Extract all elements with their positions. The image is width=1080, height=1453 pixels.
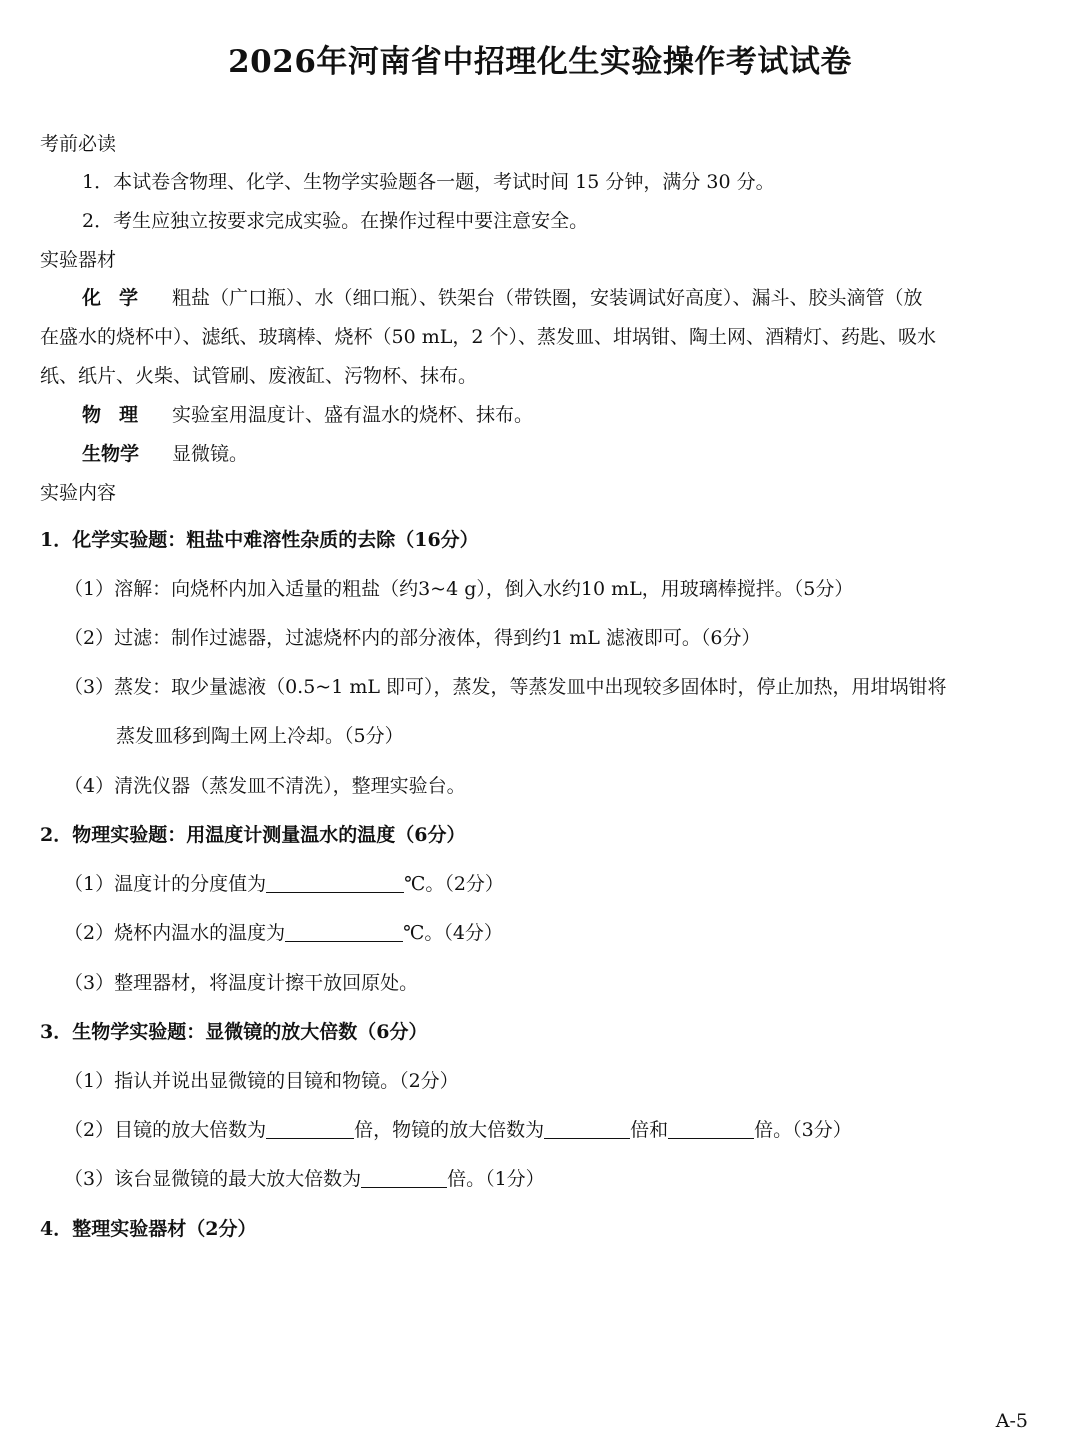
equipment-chemistry [82,285,923,311]
q1-step-4: （4）清洗仪器（蒸发皿不清洗），整理实验台。 [64,775,466,797]
q2-step-2 [64,920,503,946]
chemistry-line-2: 在盛水的烧杯中）、滤纸、玻璃棒、烧杯（50 mL，2 个）、蒸发皿、坩埚钳、陶土网、酒精灯、药匙、吸水 [40,326,936,348]
q3-step-2-text-d: 倍。（3分） [754,1119,852,1141]
q3-step-3-unit: 倍。（1分） [447,1168,545,1190]
chemistry-line-3: 纸、纸片、火柴、试管刷、废液缸、污物杯、抹布。 [40,365,478,387]
equipment-heading: 实验器材 [40,249,117,271]
q1-title: 1．化学实验题：粗盐中难溶性杂质的去除（16分） [40,529,479,551]
q3-step-1: （1）指认并说出显微镜的目镜和物镜。（2分） [64,1070,459,1092]
answer-blank-eyepiece[interactable] [266,1118,354,1139]
notice-item-1: 1．本试卷含物理、化学、生物学实验题各一题，考试时间 15 分钟，满分 30 分。 [82,171,775,193]
physics-text: 实验室用温度计、盛有温水的烧杯、抹布。 [172,404,534,426]
content-heading: 实验内容 [40,482,117,504]
q3-step-3 [64,1166,545,1192]
q1-step-3-line-2: 蒸发皿移到陶土网上冷却。（5分） [116,725,404,747]
answer-blank-max-magnification[interactable] [361,1167,447,1188]
q3-title: 3．生物学实验题：显微镜的放大倍数（6分） [40,1021,428,1043]
q3-step-2 [64,1117,852,1143]
q3-step-2-text-c: 倍和 [630,1119,669,1141]
equipment-biology [82,441,248,467]
q2-title: 2．物理实验题：用温度计测量温水的温度（6分） [40,824,466,846]
chemistry-label: 化学 [82,287,157,309]
q3-step-2-text-b: 倍，物镜的放大倍数为 [354,1119,545,1141]
q2-step-1 [64,871,504,897]
q2-step-2-text: （2）烧杯内温水的温度为 [64,922,286,944]
notice-item-2: 2．考生应独立按要求完成实验。在操作过程中要注意安全。 [82,210,589,232]
page-title: 2026年河南省中招理化生实验操作考试试卷 [228,44,852,80]
q1-step-3-line-1: （3）蒸发：取少量滤液（0.5~1 mL 即可），蒸发，等蒸发皿中出现较多固体时，停止加热，用坩埚钳将 [64,676,947,698]
q3-step-3-text: （3）该台显微镜的最大放大倍数为 [64,1168,362,1190]
biology-text: 显微镜。 [172,443,249,465]
q2-step-1-text: （1）温度计的分度值为 [64,873,267,895]
page-number: A-5 [995,1410,1028,1432]
answer-blank-water-temperature[interactable] [285,921,403,942]
notice-heading: 考前必读 [40,133,117,155]
chemistry-line-1: 粗盐（广口瓶）、水（细口瓶）、铁架台（带铁圈，安装调试好高度）、漏斗、胶头滴管（放 [172,287,923,309]
q1-step-2: （2）过滤：制作过滤器，过滤烧杯内的部分液体，得到约1 mL 滤液即可。（6分） [64,627,761,649]
q1-step-1: （1）溶解：向烧杯内加入适量的粗盐（约3~4 g），倒入水约10 mL，用玻璃棒搅拌。（5分） [64,578,854,600]
q4-title: 4．整理实验器材（2分） [40,1218,257,1240]
answer-blank-objective-1[interactable] [544,1118,630,1139]
answer-blank-objective-2[interactable] [668,1118,754,1139]
physics-label: 物理 [82,404,157,426]
q2-step-1-unit: ℃。（2分） [404,873,504,895]
q2-step-2-unit: ℃。（4分） [403,922,503,944]
biology-label: 生物学 [82,443,140,465]
equipment-physics [82,402,533,428]
answer-blank-division-value[interactable] [266,872,404,893]
q3-step-2-text-a: （2）目镜的放大倍数为 [64,1119,267,1141]
q2-step-3: （3）整理器材，将温度计擦干放回原处。 [64,972,419,994]
